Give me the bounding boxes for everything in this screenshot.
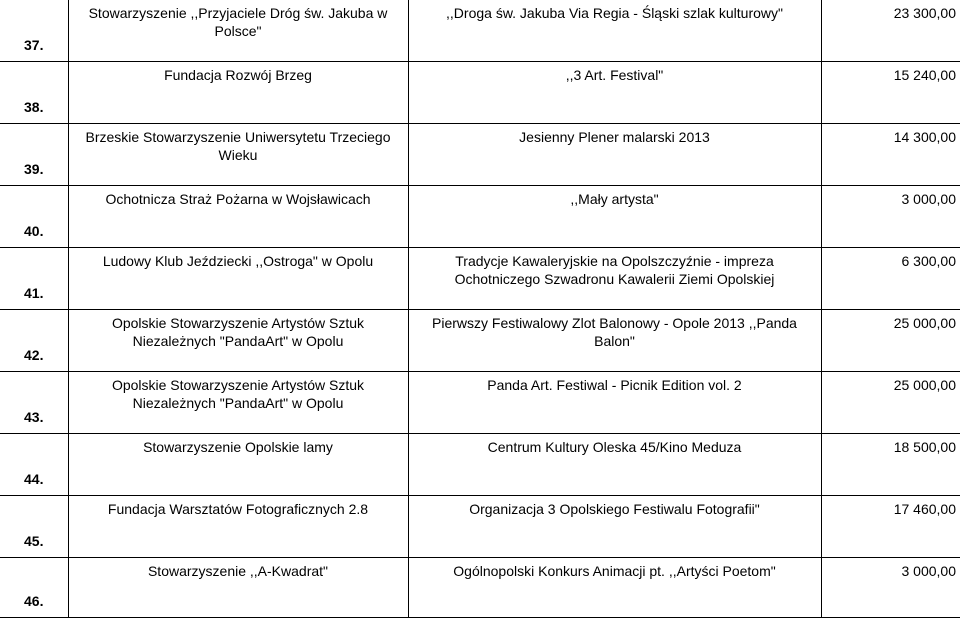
task-cell bbox=[408, 372, 821, 434]
amount-cell bbox=[821, 372, 960, 434]
amount-cell bbox=[821, 0, 960, 62]
amount-value: 25 000,00 bbox=[893, 377, 956, 393]
row-number-cell bbox=[0, 558, 68, 618]
amount-cell bbox=[821, 62, 960, 124]
task-name: Centrum Kultury Oleska 45/Kino Meduza bbox=[487, 439, 742, 455]
organization-name: Opolskie Stowarzyszenie Artystów Sztuk Niezależnych "PandaArt" w Opolu bbox=[111, 315, 365, 349]
organization-name: Stowarzyszenie Opolskie lamy bbox=[143, 439, 333, 455]
organization-cell bbox=[68, 496, 408, 558]
amount-cell bbox=[821, 310, 960, 372]
organization-name: Ochotnicza Straż Pożarna w Wojsławicach bbox=[105, 191, 371, 207]
task-cell bbox=[408, 558, 821, 618]
table-row bbox=[0, 0, 960, 62]
organization-name: Ludowy Klub Jeździecki ,,Ostroga" w Opolu bbox=[102, 253, 374, 269]
row-number-cell bbox=[0, 372, 68, 434]
task-name: Tradycje Kawaleryjskie na Opolszczyźnie - impreza Ochotniczego Szwadronu Kawalerii Ziemi Opolskiej bbox=[454, 253, 775, 287]
table-row bbox=[0, 248, 960, 310]
amount-cell bbox=[821, 124, 960, 186]
task-cell bbox=[408, 124, 821, 186]
task-cell bbox=[408, 62, 821, 124]
organization-cell bbox=[68, 434, 408, 496]
row-number: 38. bbox=[24, 99, 44, 115]
amount-value: 18 500,00 bbox=[893, 439, 956, 455]
row-number: 44. bbox=[24, 471, 44, 487]
row-number: 40. bbox=[24, 223, 44, 239]
row-number: 46. bbox=[24, 593, 44, 609]
task-cell bbox=[408, 496, 821, 558]
task-name: ,,Mały artysta" bbox=[570, 191, 659, 207]
row-number: 45. bbox=[24, 533, 44, 549]
organization-cell bbox=[68, 124, 408, 186]
organization-name: Brzeskie Stowarzyszenie Uniwersytetu Trzeciego Wieku bbox=[85, 129, 391, 163]
row-number-cell bbox=[0, 186, 68, 248]
organization-name: Stowarzyszenie ,,A-Kwadrat" bbox=[147, 563, 329, 579]
row-number-cell bbox=[0, 62, 68, 124]
task-name: Organizacja 3 Opolskiego Festiwalu Fotografii" bbox=[469, 501, 760, 517]
table-row bbox=[0, 310, 960, 372]
organization-name: Opolskie Stowarzyszenie Artystów Sztuk Niezależnych "PandaArt" w Opolu bbox=[111, 377, 365, 411]
row-number-cell bbox=[0, 310, 68, 372]
table-row bbox=[0, 434, 960, 496]
task-name: Pierwszy Festiwalowy Zlot Balonowy - Opole 2013 ,,Panda Balon" bbox=[432, 315, 797, 349]
amount-cell bbox=[821, 186, 960, 248]
table-row bbox=[0, 124, 960, 186]
row-number-cell bbox=[0, 248, 68, 310]
organization-cell bbox=[68, 558, 408, 618]
amount-value: 15 240,00 bbox=[893, 67, 956, 83]
amount-value: 3 000,00 bbox=[901, 563, 956, 579]
amount-cell bbox=[821, 248, 960, 310]
amount-value: 6 300,00 bbox=[901, 253, 956, 269]
task-name: Jesienny Plener malarski 2013 bbox=[519, 129, 710, 145]
row-number-cell bbox=[0, 434, 68, 496]
amount-value: 17 460,00 bbox=[893, 501, 956, 517]
row-number: 43. bbox=[24, 409, 44, 425]
organization-cell bbox=[68, 0, 408, 62]
organization-cell bbox=[68, 186, 408, 248]
task-cell bbox=[408, 186, 821, 248]
organization-cell bbox=[68, 310, 408, 372]
task-name: Panda Art. Festiwal - Picnik Edition vol. 2 bbox=[487, 377, 742, 393]
table-row bbox=[0, 62, 960, 124]
organization-cell bbox=[68, 372, 408, 434]
amount-cell bbox=[821, 496, 960, 558]
row-number-cell bbox=[0, 124, 68, 186]
task-cell bbox=[408, 310, 821, 372]
table-row bbox=[0, 496, 960, 558]
task-name: Ogólnopolski Konkurs Animacji pt. ,,Artyści Poetom" bbox=[453, 563, 776, 579]
task-cell bbox=[408, 0, 821, 62]
table-row bbox=[0, 186, 960, 248]
amount-value: 14 300,00 bbox=[893, 129, 956, 145]
amount-value: 23 300,00 bbox=[893, 5, 956, 21]
row-number: 41. bbox=[24, 285, 44, 301]
organization-name: Fundacja Rozwój Brzeg bbox=[164, 67, 312, 83]
organization-name: Stowarzyszenie ,,Przyjaciele Dróg św. Jakuba w Polsce" bbox=[88, 5, 388, 39]
task-cell bbox=[408, 434, 821, 496]
amount-cell bbox=[821, 558, 960, 618]
task-cell bbox=[408, 248, 821, 310]
row-number: 39. bbox=[24, 161, 44, 177]
task-name: ,,3 Art. Festival" bbox=[565, 67, 664, 83]
organization-cell bbox=[68, 248, 408, 310]
amount-value: 3 000,00 bbox=[901, 191, 956, 207]
row-number: 37. bbox=[24, 37, 44, 53]
table-row bbox=[0, 558, 960, 618]
amount-value: 25 000,00 bbox=[893, 315, 956, 331]
row-number-cell bbox=[0, 496, 68, 558]
amount-cell bbox=[821, 434, 960, 496]
task-name: ,,Droga św. Jakuba Via Regia - Śląski szlak kulturowy" bbox=[446, 5, 783, 21]
organization-name: Fundacja Warsztatów Fotograficznych 2.8 bbox=[107, 501, 369, 517]
organization-cell bbox=[68, 62, 408, 124]
table-row bbox=[0, 372, 960, 434]
row-number-cell bbox=[0, 0, 68, 62]
row-number: 42. bbox=[24, 347, 44, 363]
